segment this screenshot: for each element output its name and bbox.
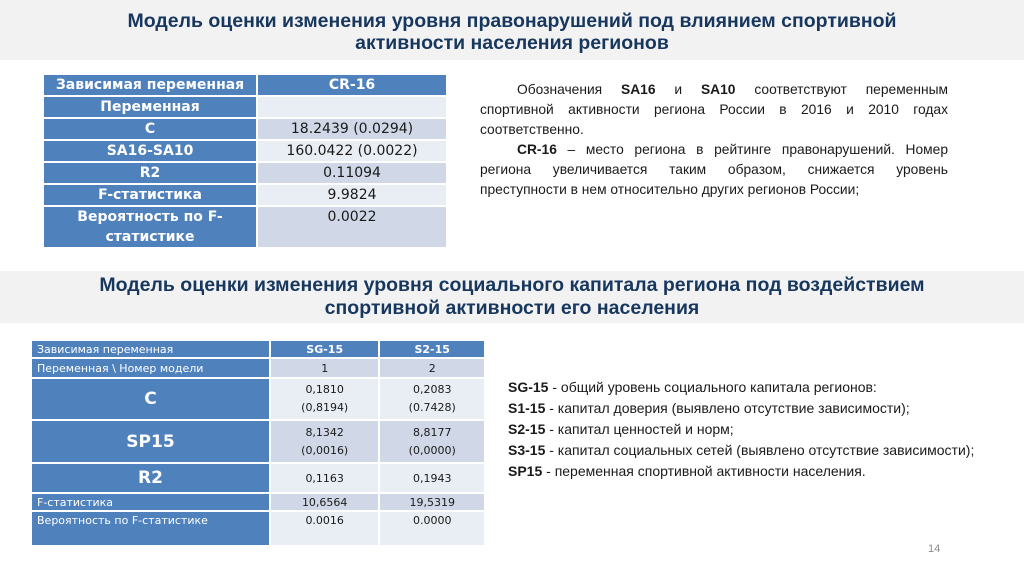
notes-term-sa16: SA16 (621, 82, 656, 97)
row-value-c-s2-15 (379, 378, 485, 420)
table-header-row (31, 340, 485, 358)
row-value-model-2: 2 (379, 358, 485, 378)
notes-item-sg15 (508, 377, 1001, 398)
coef-value: 8,8177 (412, 425, 452, 439)
notes-text: - капитал ценностей и норм; (545, 421, 734, 437)
row-value-model-1: 1 (270, 358, 379, 378)
row-label-f-stat: F-статистика (43, 184, 257, 206)
row-label-variable-model: Переменная \ Номер модели (31, 358, 270, 378)
section1-title (0, 0, 1024, 60)
notes-term-sa10: SA10 (700, 82, 736, 97)
row-label-f-prob: Вероятность по F-статистике (31, 511, 270, 546)
section2-title-line1: Модель оценки изменения уровня социального капитала региона под воздействием (99, 274, 925, 296)
notes-term: SG-15 (508, 379, 549, 395)
crime-model-table (42, 73, 448, 249)
row-value-r2-s2-15: 0,1943 (379, 463, 485, 493)
notes-text: – место региона в рейтинге правонарушений. Номер региона увеличивается таким образом, снижается уровень преступности в нем относительно других регионов России; (480, 142, 948, 197)
notes-term: S1-15 (508, 400, 546, 416)
social-capital-model-table (30, 339, 486, 547)
table-row (31, 358, 485, 378)
row-label-sp15: SP15 (31, 420, 270, 463)
row-label-sa16-sa10: SA16-SA10 (43, 140, 257, 162)
notes-item-s2-15 (508, 419, 1001, 440)
table-row (31, 493, 485, 511)
row-value-sp15-sg15 (270, 420, 379, 463)
notes-paragraph-1 (480, 80, 948, 140)
row-label-c: C (31, 378, 270, 420)
table-header-row (43, 74, 447, 96)
coef-value: 0,1810 (305, 383, 344, 396)
row-label-f-prob: Вероятность по F-статистике (43, 206, 257, 248)
p-value: (0.7428) (408, 401, 456, 414)
notes-text: - капитал социальных сетей (выявлено отсутствие зависимости); (545, 442, 975, 458)
row-value-f-prob: 0.0022 (257, 206, 447, 248)
table-row (43, 118, 447, 140)
header-dependent-variable: Зависимая переменная (31, 340, 270, 358)
row-value-f-stat-s2-15: 19,5319 (379, 493, 485, 511)
row-value-c-sg15 (270, 378, 379, 420)
row-label-r2: R2 (43, 162, 257, 184)
notes-item-s1-15 (508, 398, 1001, 419)
table-row (43, 140, 447, 162)
row-value-f-prob-sg15: 0.0016 (270, 511, 379, 546)
notes-item-sp15 (508, 461, 1001, 482)
notes-text: и (655, 82, 701, 97)
table-row (31, 463, 485, 493)
section2-title-line2: спортивной активности его населения (324, 297, 700, 319)
p-value: (0,0016) (301, 443, 349, 457)
row-value-r2-sg15: 0,1163 (270, 463, 379, 493)
table-row (43, 184, 447, 206)
notes-paragraph-2 (480, 140, 948, 200)
row-value-variable (257, 96, 447, 118)
section1-title-line1: Модель оценки изменения уровня правонарушений под влиянием спортивной (127, 10, 897, 32)
row-label-f-stat: F-статистика (31, 493, 270, 511)
table-row (31, 511, 485, 546)
table-row (43, 162, 447, 184)
p-value: (0,8194) (301, 401, 349, 414)
notes-text: - переменная спортивной активности населения. (542, 463, 866, 479)
notes-text: - капитал доверия (выявлено отсутствие зависимости); (545, 400, 910, 416)
p-value: (0,0000) (408, 443, 456, 457)
row-value-f-prob-s2-15: 0.0000 (379, 511, 485, 546)
row-label-c: C (43, 118, 257, 140)
header-dependent-variable: Зависимая переменная (43, 74, 257, 96)
header-cr16: CR-16 (257, 74, 447, 96)
row-value-sp15-s2-15 (379, 420, 485, 463)
notes-term: SP15 (508, 463, 543, 479)
row-label-r2: R2 (31, 463, 270, 493)
coef-value: 8,1342 (305, 425, 344, 439)
header-sg15: SG-15 (270, 340, 379, 358)
row-value-f-stat: 9.9824 (257, 184, 447, 206)
notes-text: - общий уровень социального капитала регионов: (548, 379, 877, 395)
row-value-c: 18.2439 (0.0294) (257, 118, 447, 140)
social-capital-notes (508, 377, 1001, 482)
notes-text: Обозначения (517, 82, 621, 97)
row-value-sa16-sa10: 160.0422 (0.0022) (257, 140, 447, 162)
crime-model-notes (480, 80, 948, 200)
table-row (31, 378, 485, 420)
section2-title (0, 271, 1024, 323)
table-row (43, 96, 447, 118)
row-value-f-stat-sg15: 10,6564 (270, 493, 379, 511)
notes-text: соответствуют переменным спортивной активности региона России в 2016 и 2010 годах соответственно. (480, 82, 948, 137)
section1-title-line2: активности населения регионов (355, 32, 669, 54)
row-label-variable: Переменная (43, 96, 257, 118)
notes-item-s3-15 (508, 440, 1001, 461)
coef-value: 0,2083 (412, 383, 452, 396)
notes-term: S2-15 (508, 421, 546, 437)
notes-term: S3-15 (508, 442, 546, 458)
page-number: 14 (928, 543, 941, 555)
row-value-r2: 0.11094 (257, 162, 447, 184)
table-row (31, 420, 485, 463)
header-s2-15: S2-15 (379, 340, 485, 358)
notes-term-cr16: CR-16 (517, 142, 557, 157)
table-row (43, 206, 447, 248)
